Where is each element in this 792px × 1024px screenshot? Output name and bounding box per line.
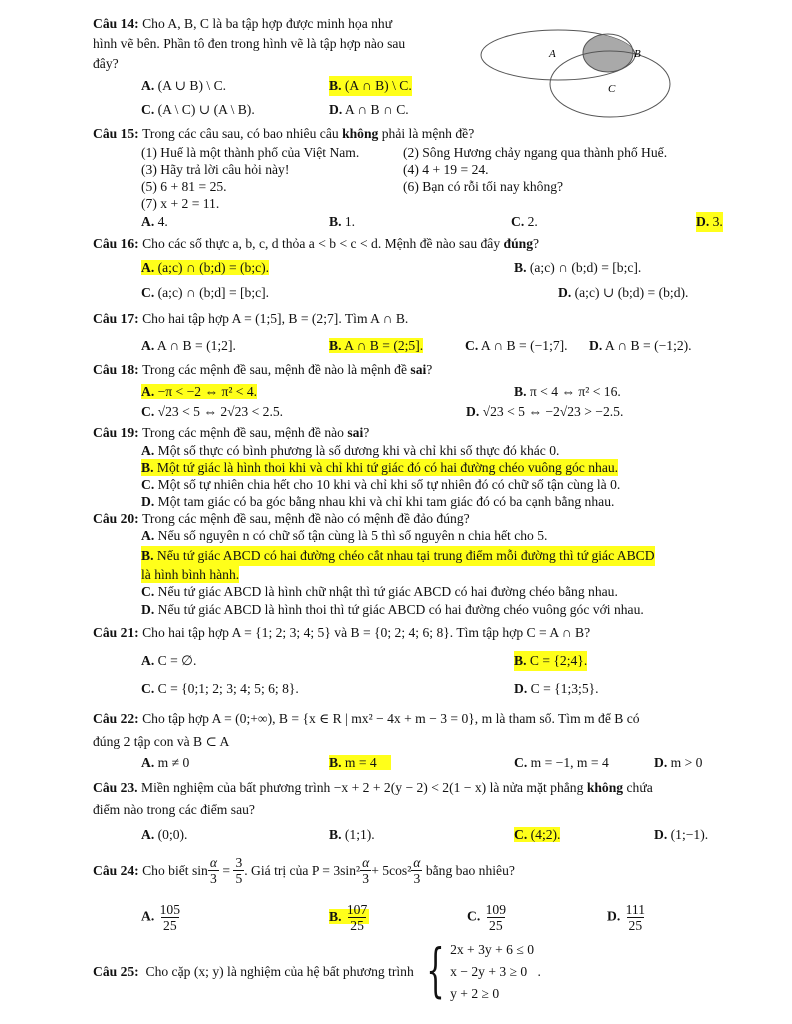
emphasis: sai xyxy=(410,362,427,377)
question-text: + 5cos² xyxy=(371,862,412,878)
question-20 xyxy=(93,510,753,619)
emphasis: sai xyxy=(347,425,364,440)
option-c[interactable]: C. 2. xyxy=(511,214,538,229)
option-d[interactable]: D. Nếu tứ giác ABCD là hình thoi thì tứ giác ABCD có hai đường chéo vuông góc với nhau. xyxy=(141,602,644,617)
option-a[interactable]: A. Nếu số nguyên n có chữ số tận cùng là 5 thì số nguyên n chia hết cho 5. xyxy=(141,528,548,543)
venn-label-a: A xyxy=(549,48,556,60)
question-15 xyxy=(93,124,753,232)
option-b-wrap xyxy=(329,902,467,933)
question-text: đúng 2 tập con và B ⊂ A xyxy=(93,734,230,749)
question-number: Câu 14: xyxy=(93,16,139,31)
statement-1: (1) Huế là một thành phố của Việt Nam. xyxy=(141,145,360,160)
question-text: bằng bao nhiêu? xyxy=(425,862,515,878)
option-c[interactable]: C. A ∩ B = (−1;7]. xyxy=(465,338,568,353)
inequality-2: x − 2y + 3 ≥ 0 xyxy=(450,964,528,979)
fraction-3-5: $\frac{3}{5}$ xyxy=(235,855,243,886)
question-25 xyxy=(93,936,753,1005)
question-21 xyxy=(93,623,753,699)
question-16 xyxy=(93,234,753,303)
question-text: Trong các mệnh đề sau, mệnh đề nào là mệnh đề xyxy=(142,362,407,377)
inequality-system xyxy=(417,936,535,1005)
question-text: Cho hai tập hợp A = (1;5], B = (2;7]. Tìm A ∩ B. xyxy=(142,311,409,326)
period: . xyxy=(537,964,541,979)
question-text: Trong các mệnh đề sau, mệnh đề nào có mệnh đề đảo đúng? xyxy=(142,511,470,526)
question-14 xyxy=(93,14,753,120)
question-text: Miền nghiệm của bất phương trình −x + 2 + 2(y − 2) < 2(1 − x) là nửa mặt phẳng xyxy=(140,780,584,795)
venn-label-c: C xyxy=(608,83,616,95)
option-a[interactable]: A. Một số thực có bình phương là số dương khi và chỉ khi số thực đó khác 0. xyxy=(141,443,560,458)
fraction-alpha-3: $\frac{\alpha}{3}$ xyxy=(362,855,370,886)
question-number: Câu 23. xyxy=(93,780,138,795)
statement-7: (7) x + 2 = 11. xyxy=(141,196,220,211)
option-a[interactable]: A. C = ∅. xyxy=(141,653,197,668)
question-text: Trong các mệnh đề sau, mệnh đề nào xyxy=(142,425,344,440)
question-text: ? xyxy=(426,362,433,377)
option-d[interactable]: D. m > 0 xyxy=(654,755,703,770)
inequality-1: 2x + 3y + 6 ≤ 0 xyxy=(450,942,535,957)
question-text: phải là mệnh đề? xyxy=(381,126,475,141)
option-a[interactable]: A. m ≠ 0 xyxy=(141,755,190,770)
option-d[interactable]: D. A ∩ B ∩ C. xyxy=(329,102,409,117)
question-text: Cho biết sin xyxy=(142,862,208,878)
question-text: ? xyxy=(533,236,540,251)
option-b-correct[interactable]: B. $\frac{107}{25}$ xyxy=(329,902,368,933)
question-text: Cho tập hợp A = (0;+∞), B = {x ∈ R | mx² − 4x + m − 3 = 0}, m là tham số. Tìm m để B có xyxy=(142,711,640,726)
question-24 xyxy=(93,855,753,933)
option-a[interactable]: A. (0;0). xyxy=(141,827,188,842)
inequality-3: y + 2 ≥ 0 xyxy=(450,986,500,1001)
question-23 xyxy=(93,777,753,845)
option-c[interactable]: C. C = {0;1; 2; 3; 4; 5; 6; 8}. xyxy=(141,681,299,696)
option-a[interactable]: A. A ∩ B = (1;2]. xyxy=(141,338,236,353)
emphasis: đúng xyxy=(503,236,534,251)
question-text: . Giá trị của P = 3sin² xyxy=(244,862,361,878)
option-a[interactable]: A. (A ∪ B) \ C. xyxy=(141,78,227,93)
emphasis: không xyxy=(342,126,379,141)
option-d[interactable]: D. Một tam giác có ba góc bằng nhau khi và chỉ khi tam giác đó có ba cạnh bằng nhau. xyxy=(141,494,615,509)
option-b-continued[interactable]: là hình bình hành. xyxy=(141,567,240,582)
option-c[interactable]: C. Nếu tứ giác ABCD là hình chữ nhật thì tứ giác ABCD có hai đường chéo bằng nhau. xyxy=(141,584,618,599)
question-text: Trong các câu sau, có bao nhiêu câu xyxy=(142,126,339,141)
option-c[interactable]: C. (A \ C) ∪ (A \ B). xyxy=(141,102,255,117)
statement-3: (3) Hãy trả lời câu hỏi này! xyxy=(141,162,290,177)
question-number: Câu 17: xyxy=(93,311,139,326)
question-18 xyxy=(93,360,753,422)
question-text: Cho hai tập hợp A = {1; 2; 3; 4; 5} và B = {0; 2; 4; 6; 8}. Tìm tập hợp C = A ∩ B? xyxy=(142,625,591,640)
question-22 xyxy=(93,707,753,773)
option-b-correct[interactable]: B. Một tứ giác là hình thoi khi và chỉ khi tứ giác đó có hai đường chéo vuông góc nhau. xyxy=(141,460,619,475)
option-d-correct[interactable]: D. 3. xyxy=(696,212,723,232)
statement-6: (6) Bạn có rỗi tối nay không? xyxy=(403,179,564,194)
option-c[interactable]: C. $\frac{109}{25}$ xyxy=(467,902,507,933)
option-b-correct[interactable]: B. Nếu tứ giác ABCD có hai đường chéo cắt nhau tại trung điểm mỗi đường thì tứ giác ABCD xyxy=(141,546,655,566)
exam-page xyxy=(93,14,753,1005)
fraction-alpha-3: $\frac{\alpha}{3}$ xyxy=(209,855,217,886)
option-c[interactable]: C. (a;c) ∩ (b;d] = [b;c]. xyxy=(141,285,270,300)
option-a[interactable]: A. $\frac{105}{25}$ xyxy=(141,902,181,933)
option-b[interactable]: B. (a;c) ∩ (b;d) = [b;c]. xyxy=(514,260,642,275)
option-b[interactable]: B. 1. xyxy=(329,214,356,229)
option-a-wrap xyxy=(93,382,514,402)
question-number: Câu 25: xyxy=(93,964,139,979)
fraction-alpha-3: $\frac{\alpha}{3}$ xyxy=(413,855,421,886)
option-b[interactable]: B. (1;1). xyxy=(329,827,375,842)
statement-5: (5) 6 + 81 = 25. xyxy=(141,179,227,194)
emphasis: không xyxy=(586,780,624,795)
option-d[interactable]: D. √23 < 5 ⇔ −2√23 > −2.5. xyxy=(466,404,624,419)
question-text: ? xyxy=(363,425,370,440)
equals-sign: = xyxy=(222,862,231,878)
option-a-correct[interactable]: A. (a;c) ∩ (b;d) = (b;c). xyxy=(141,260,270,275)
statement-2: (2) Sông Hương chảy ngang qua thành phố Huế. xyxy=(403,145,668,160)
option-b-correct[interactable]: B. m = 4 xyxy=(329,755,391,770)
question-number: Câu 20: xyxy=(93,511,139,526)
question-text: Cho cặp (x; y) là nghiệm của hệ bất phương trình xyxy=(145,964,414,979)
question-number: Câu 16: xyxy=(93,236,139,251)
question-number: Câu 22: xyxy=(93,711,139,726)
question-number: Câu 21: xyxy=(93,625,139,640)
brace-icon: { xyxy=(426,936,445,1004)
statement-4: (4) 4 + 19 = 24. xyxy=(403,162,489,177)
question-text: hình vẽ bên. Phần tô đen trong hình vẽ là tập hợp nào sau xyxy=(93,36,406,51)
question-text: Cho A, B, C là ba tập hợp được minh họa như xyxy=(142,16,393,31)
question-17 xyxy=(93,309,753,356)
option-a[interactable]: A. 4. xyxy=(141,214,168,229)
option-c-wrap xyxy=(514,825,654,845)
question-text: điểm nào trong các điểm sau? xyxy=(93,802,255,817)
venn-label-b: B xyxy=(634,48,641,60)
option-b-correct[interactable]: B. C = {2;4}. xyxy=(514,651,587,671)
option-b[interactable]: B. π < 4 ⇔ π² < 16. xyxy=(514,384,621,399)
option-d[interactable]: D. (a;c) ∪ (b;d) = (b;d). xyxy=(558,285,689,300)
question-number: Câu 19: xyxy=(93,425,139,440)
option-d[interactable]: D. $\frac{111}{25}$ xyxy=(607,902,646,933)
option-b-correct[interactable]: B. (A ∩ B) \ C. xyxy=(329,76,412,96)
option-a-wrap xyxy=(93,258,514,278)
option-d[interactable]: D. C = {1;3;5}. xyxy=(514,681,599,696)
option-d[interactable]: D. (1;−1). xyxy=(654,827,709,842)
question-text: đây? xyxy=(93,56,119,71)
option-b-wrap xyxy=(329,753,514,773)
question-number: Câu 18: xyxy=(93,362,139,377)
option-c-correct[interactable]: C. (4;2). xyxy=(514,827,561,842)
option-b-wrap xyxy=(329,336,465,356)
option-c[interactable]: C. √23 < 5 ⇔ 2√23 < 2.5. xyxy=(141,404,284,419)
option-c[interactable]: C. Một số tự nhiên chia hết cho 10 khi và chỉ khi số tự nhiên đó có chữ số tận cùng là 0. xyxy=(141,477,621,492)
option-d[interactable]: D. A ∩ B = (−1;2). xyxy=(589,338,692,353)
question-number: Câu 15: xyxy=(93,126,139,141)
question-19 xyxy=(93,424,753,510)
option-c[interactable]: C. m = −1, m = 4 xyxy=(514,755,609,770)
question-text: Cho các số thực a, b, c, d thỏa a < b < c < d. Mệnh đề nào sau đây xyxy=(142,236,501,251)
question-number: Câu 24: xyxy=(93,862,139,878)
question-text: chứa xyxy=(626,780,653,795)
option-b-correct[interactable]: B. A ∩ B = (2;5]. xyxy=(329,338,424,353)
option-a-correct[interactable]: A. −π < −2 ⇔ π² < 4. xyxy=(141,384,258,399)
